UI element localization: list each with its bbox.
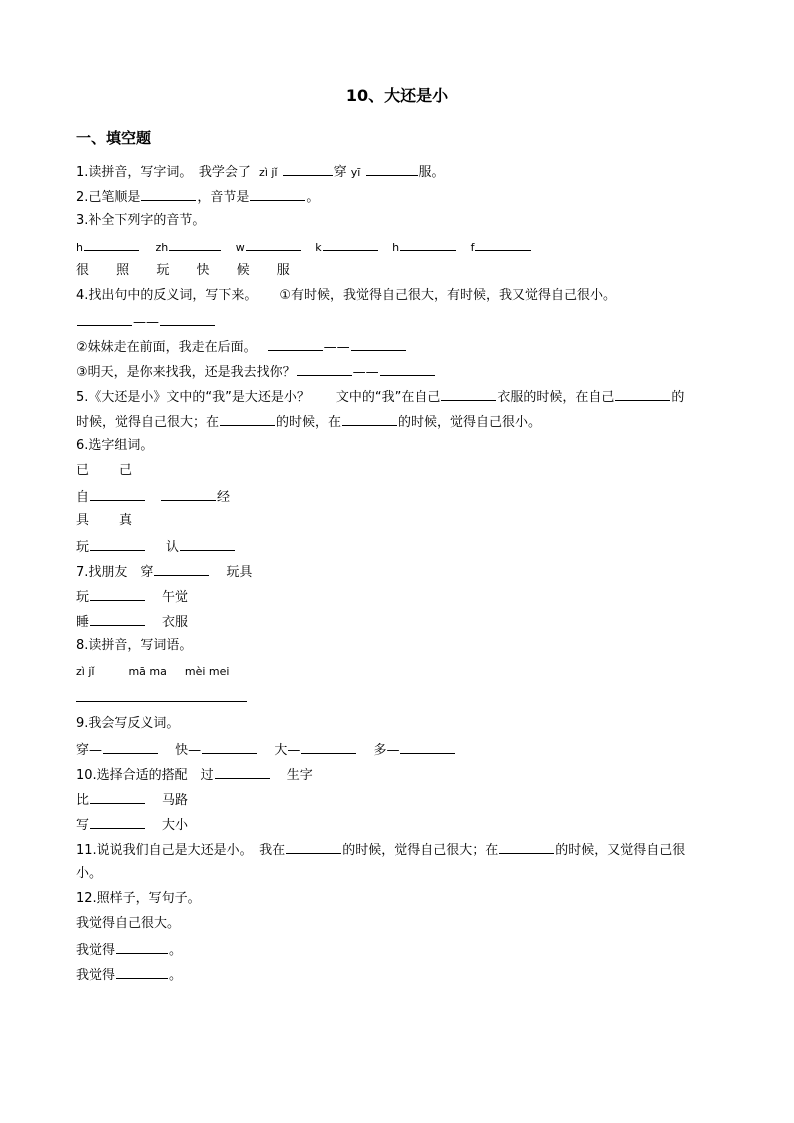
q12-end: 。 [169,968,183,983]
q5-blank[interactable] [441,387,496,401]
q8-pinyin: mā ma [128,665,167,678]
q1-blank-2[interactable] [366,162,418,176]
q3-char: 候 [236,263,250,278]
q10-row-2 [76,790,726,810]
q5-text-f: 的时候，觉得自己很小。 [398,415,542,430]
question-2 [76,187,726,207]
q4-blank[interactable] [297,362,352,376]
q1-pinyin-2: yī [350,166,361,179]
q8-answer-row [76,688,726,708]
q4-line-2 [76,337,726,357]
q8-pinyin-row [76,663,726,681]
q12-blank[interactable] [116,940,168,954]
q6-char: 自 [76,490,90,505]
q6-char: 认 [166,540,180,555]
q4-sentence-2: ②妹妹走在前面，我走在后面。 [76,340,257,355]
q5-text-d: 时候，觉得自己很大；在 [76,415,220,430]
q4-dash: —— [352,365,379,380]
q5-text-b: 衣服的时候，在自己 [497,390,615,405]
q2-blank-1[interactable] [141,187,196,201]
q5-blank[interactable] [615,387,670,401]
q6-char: 已 [76,463,90,478]
q9-blank[interactable] [202,740,257,754]
q9-row [76,740,726,760]
q8-blank[interactable] [76,688,131,702]
q12-blank[interactable] [116,965,168,979]
q4-blank[interactable] [77,312,132,326]
question-11 [76,840,726,860]
q4-blank[interactable] [380,362,435,376]
q6-blank[interactable] [90,487,145,501]
q5-blank[interactable] [220,412,275,426]
q11-text-a: 11.说说我们自己是大还是小。 我在 [76,843,286,858]
q4-dash: —— [323,340,350,355]
q1-word-1: 穿 [333,165,347,180]
q1-blank-1[interactable] [283,162,333,176]
q3-initial: h [76,241,83,254]
q12-line-2 [76,965,726,985]
q6-row-1 [76,487,726,507]
q3-blank[interactable] [169,237,221,251]
q10-word: 大小 [162,818,189,833]
question-8: 8.读拼音，写词语。 [76,638,193,653]
q7-blank[interactable] [90,587,145,601]
q6-pair-2 [76,512,726,530]
q6-char: 经 [217,490,231,505]
question-9: 9.我会写反义词。 [76,716,180,731]
q3-initial: zh [155,241,169,254]
q1-text: 1.读拼音，写字词。 我学会了 [76,165,251,180]
q8-blank[interactable] [131,688,189,702]
q7-blank[interactable] [90,612,145,626]
question-12: 12.照样子，写句子。 [76,891,201,906]
q1-word-2: 服。 [418,165,445,180]
section-heading: 一、填空题 [76,129,152,147]
q3-char: 服 [276,263,290,278]
q3-initials-row [76,237,726,257]
q7-blank[interactable] [154,562,209,576]
q6-pair-1 [76,462,726,480]
q3-blank[interactable] [246,237,301,251]
q11-blank[interactable] [286,840,341,854]
q11-text-c: 的时候，又觉得自己很 [555,843,686,858]
question-1 [76,162,726,182]
q7-row-3 [76,612,726,632]
question-6: 6.选字组词。 [76,438,154,453]
question-10 [76,765,726,785]
q3-char: 很 [76,263,90,278]
q9-item: 大— [274,743,301,758]
q10-text: 10.选择合适的搭配 过 [76,768,214,783]
q5-text-a: 5.《大还是小》文中的“我”是大还是小？ 文中的“我”在自己 [76,390,441,405]
q3-blank[interactable] [400,237,456,251]
q12-prefix: 我觉得 [76,968,116,983]
q8-pinyin: mèi mei [184,665,230,678]
q6-blank[interactable] [180,537,235,551]
q11-text-b: 的时候，觉得自己很大；在 [342,843,499,858]
page-title: 10、大还是小 [345,86,449,105]
q10-word: 马路 [162,793,189,808]
q6-char: 玩 [76,540,90,555]
q4-answer-1 [76,312,726,332]
q4-text: 4.找出句中的反义词，写下来。 [76,288,258,303]
q6-char: 具 [76,513,90,528]
q7-row-2 [76,587,726,607]
q11-line-2: 小。 [76,866,103,881]
q4-sentence-3: ③明天，是你来找我，还是我去找你？ [76,365,296,380]
q6-blank[interactable] [161,487,216,501]
q12-prefix: 我觉得 [76,943,116,958]
q6-blank[interactable] [90,537,145,551]
q12-line-1 [76,940,726,960]
q3-initial: k [315,241,322,254]
q11-blank[interactable] [499,840,554,854]
q4-sentence-1: ①有时候，我觉得自己很大，有时候，我又觉得自己很小。 [279,288,617,303]
q4-line-3 [76,362,726,382]
q7-word: 午觉 [162,590,189,605]
question-4 [76,287,726,305]
question-5 [76,387,726,407]
q1-pinyin-1: zì jǐ [259,166,278,179]
q4-blank[interactable] [268,337,323,351]
q6-row-2 [76,537,726,557]
q3-char: 玩 [156,263,170,278]
q9-item: 多— [373,743,400,758]
q6-char: 真 [119,513,133,528]
q9-blank[interactable] [103,740,158,754]
q7-word: 衣服 [162,615,189,630]
q5-blank[interactable] [342,412,397,426]
q12-end: 。 [169,943,183,958]
q7-char: 睡 [76,615,90,630]
q5-line-2 [76,412,726,432]
q12-example: 我觉得自己很大。 [76,916,181,931]
question-3: 3.补全下列字的音节。 [76,213,206,228]
q9-item: 穿— [76,743,103,758]
q8-pinyin: zì jǐ [76,665,95,678]
q10-char: 比 [76,793,90,808]
q10-word: 生字 [286,768,313,783]
q3-blank[interactable] [323,237,378,251]
q3-blank[interactable] [475,237,531,251]
q6-char: 己 [119,463,133,478]
q5-text-c: 的 [671,390,685,405]
question-7 [76,562,726,582]
q3-char: 快 [196,263,210,278]
q10-blank[interactable] [90,790,145,804]
q9-blank[interactable] [301,740,356,754]
q9-blank[interactable] [400,740,455,754]
q3-initial: w [235,241,245,254]
q7-char: 玩 [76,590,90,605]
q10-blank[interactable] [90,815,145,829]
q4-blank[interactable] [160,312,215,326]
q2-blank-2[interactable] [250,187,305,201]
q3-initial: f [470,241,475,254]
q3-blank[interactable] [84,237,139,251]
q3-chars-row [76,262,726,280]
q2-text-a: 2.己笔顺是 [76,190,141,205]
q9-item: 快— [175,743,202,758]
q10-char: 写 [76,818,90,833]
q2-text-c: 。 [306,190,320,205]
q4-blank[interactable] [351,337,406,351]
q7-word: 玩具 [226,565,253,580]
q5-text-e: 的时候，在 [276,415,342,430]
q7-text: 7.找朋友 穿 [76,565,154,580]
q3-char: 照 [116,263,130,278]
q10-row-3 [76,815,726,835]
q2-text-b: ，音节是 [197,190,250,205]
q8-blank[interactable] [189,688,247,702]
q3-initial: h [392,241,400,254]
q10-blank[interactable] [215,765,270,779]
q4-dash: —— [133,315,159,330]
